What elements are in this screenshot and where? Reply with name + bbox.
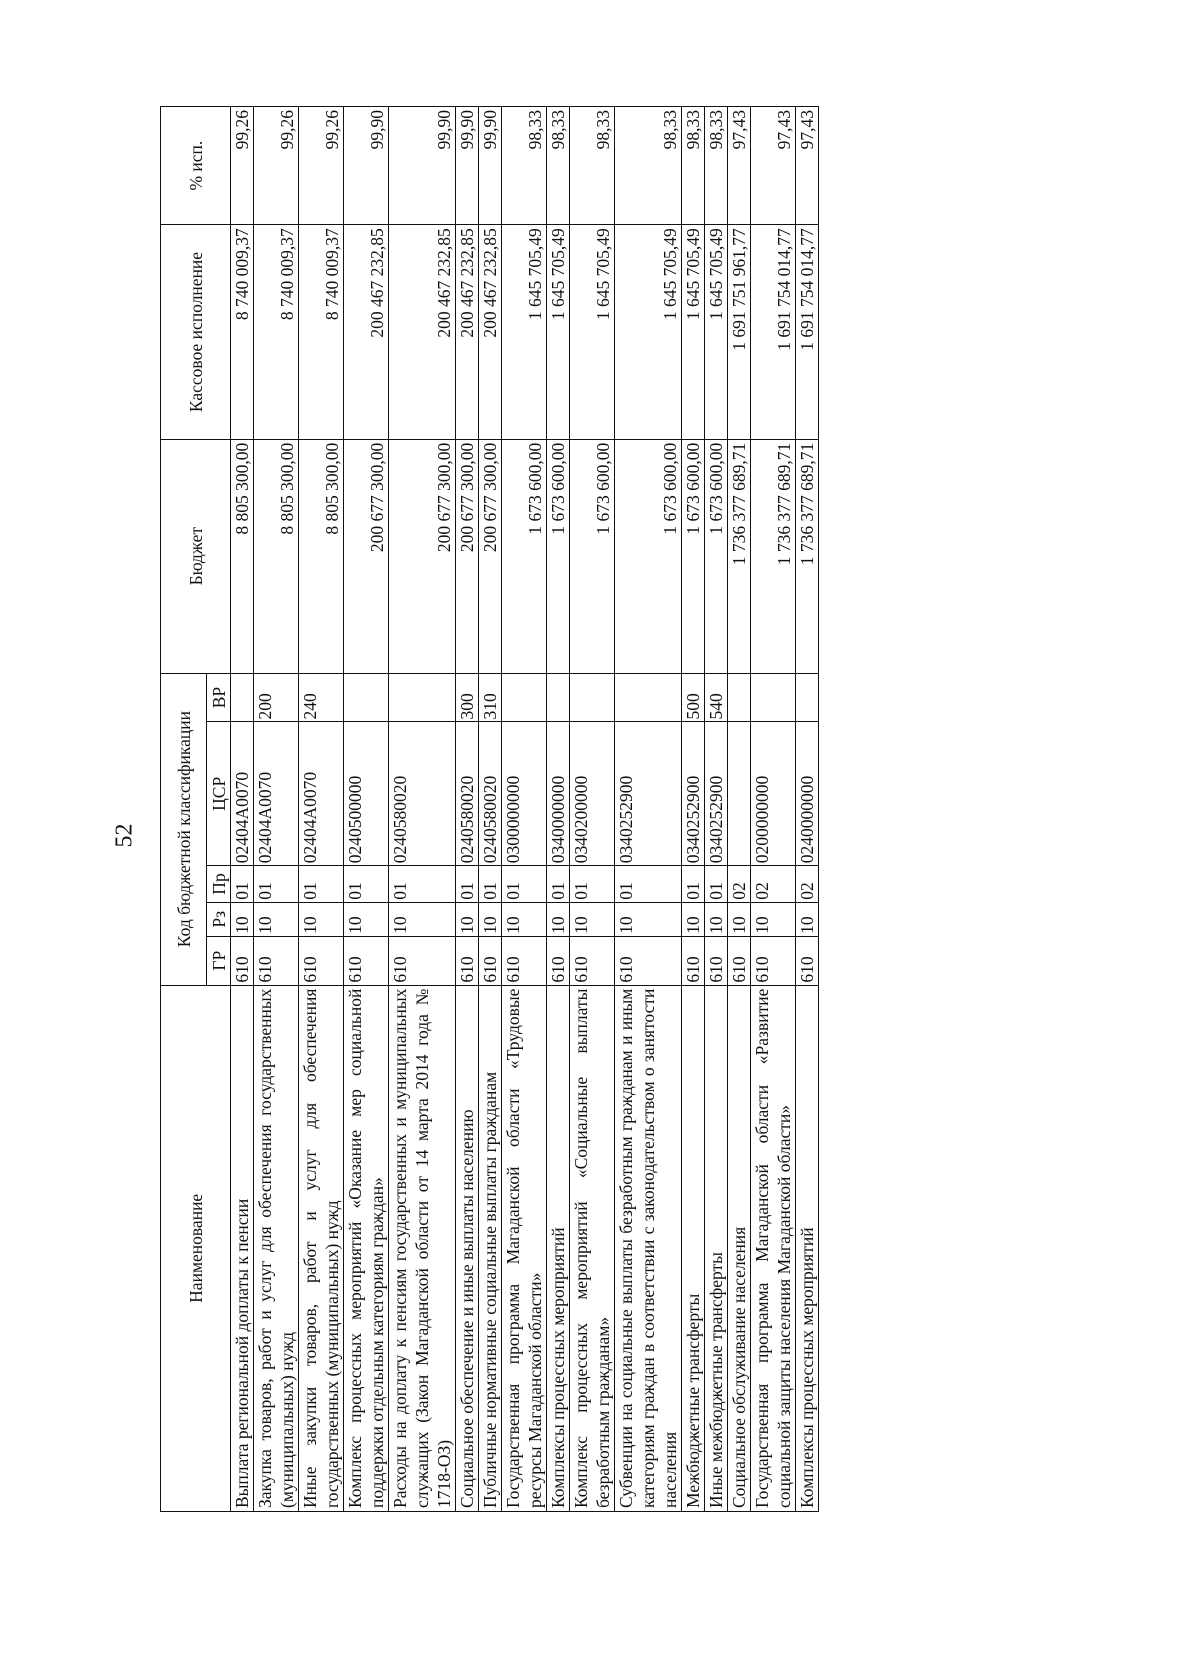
- row-csr: 0240580020: [389, 722, 456, 866]
- page-number: 52: [111, 823, 138, 848]
- header-name: Наименование: [161, 985, 231, 1511]
- row-gr: 610: [796, 936, 819, 985]
- row-pr: 01: [705, 866, 728, 903]
- row-vr: [570, 673, 615, 722]
- table-body: [231, 107, 819, 1512]
- row-pct: 99,90: [389, 107, 456, 225]
- row-rz: 10: [254, 902, 299, 936]
- row-rz: 10: [389, 902, 456, 936]
- table-row: [751, 107, 796, 1512]
- row-gr: 610: [728, 936, 751, 985]
- row-budget: 8 805 300,00: [299, 439, 344, 673]
- row-budget: 1 736 377 689,71: [728, 439, 751, 673]
- row-rz: 10: [682, 902, 705, 936]
- row-pct: 99,26: [254, 107, 299, 225]
- row-budget: 1 673 600,00: [570, 439, 615, 673]
- row-pct: 97,43: [751, 107, 796, 225]
- row-cash: 8 740 009,37: [299, 225, 344, 439]
- row-csr: 0300000000: [502, 722, 547, 866]
- row-name: Иные межбюджетные трансферты: [705, 985, 728, 1511]
- row-gr: 610: [502, 936, 547, 985]
- row-name: Иные закупки товаров, работ и услуг для обеспечения государственных (муниципальных) нужд: [299, 985, 344, 1511]
- row-gr: 610: [456, 936, 479, 985]
- row-name: Расходы на доплату к пенсиям государственных и муниципальных служащих (Закон Магаданской области от 14 марта 2014 года № 1718-ОЗ): [389, 985, 456, 1511]
- row-gr: 610: [389, 936, 456, 985]
- row-name: Социальное обслуживание населения: [728, 985, 751, 1511]
- header-csr: ЦСР: [207, 722, 231, 866]
- row-gr: 610: [547, 936, 570, 985]
- row-csr: 0340252900: [682, 722, 705, 866]
- row-cash: 1 645 705,49: [705, 225, 728, 439]
- row-csr: 0240580020: [456, 722, 479, 866]
- row-pr: 01: [615, 866, 682, 903]
- row-name: Публичные нормативные социальные выплаты гражданам: [479, 985, 502, 1511]
- row-rz: 10: [705, 902, 728, 936]
- table-row: [231, 107, 254, 1512]
- row-cash: 1 645 705,49: [570, 225, 615, 439]
- row-vr: [547, 673, 570, 722]
- row-budget: 1 673 600,00: [547, 439, 570, 673]
- row-budget: 200 677 300,00: [344, 439, 389, 673]
- table-row: [570, 107, 615, 1512]
- table-row: [479, 107, 502, 1512]
- row-pr: 02: [796, 866, 819, 903]
- row-budget: 200 677 300,00: [456, 439, 479, 673]
- row-vr: [344, 673, 389, 722]
- row-cash: 1 645 705,49: [502, 225, 547, 439]
- row-cash: 200 467 232,85: [389, 225, 456, 439]
- row-name: Комплексы процессных мероприятий: [547, 985, 570, 1511]
- row-budget: 1 673 600,00: [682, 439, 705, 673]
- row-name: Государственная программа Магаданской области «Развитие социальной защиты населения Магаданской области»: [751, 985, 796, 1511]
- row-cash: 8 740 009,37: [231, 225, 254, 439]
- row-budget: 1 673 600,00: [502, 439, 547, 673]
- row-rz: 10: [751, 902, 796, 936]
- row-gr: 610: [479, 936, 502, 985]
- row-pct: 97,43: [728, 107, 751, 225]
- row-cash: 1 691 751 961,77: [728, 225, 751, 439]
- row-cash: 1 691 754 014,77: [796, 225, 819, 439]
- row-csr: 0200000000: [751, 722, 796, 866]
- row-name: Социальное обеспечение и иные выплаты населению: [456, 985, 479, 1511]
- row-rz: 10: [502, 902, 547, 936]
- row-pct: 98,33: [570, 107, 615, 225]
- row-gr: 610: [344, 936, 389, 985]
- row-vr: 200: [254, 673, 299, 722]
- row-vr: [231, 673, 254, 722]
- header-cash: Кассовое исполнение: [161, 225, 231, 439]
- row-vr: 500: [682, 673, 705, 722]
- row-cash: 200 467 232,85: [344, 225, 389, 439]
- row-pr: 01: [254, 866, 299, 903]
- row-vr: 240: [299, 673, 344, 722]
- row-pr: 02: [751, 866, 796, 903]
- row-pct: 98,33: [682, 107, 705, 225]
- row-budget: 1 673 600,00: [705, 439, 728, 673]
- row-name: Комплексы процессных мероприятий: [796, 985, 819, 1511]
- row-vr: [389, 673, 456, 722]
- row-pct: 98,33: [502, 107, 547, 225]
- table-row: [299, 107, 344, 1512]
- header-rz: Рз: [207, 902, 231, 936]
- row-budget: 200 677 300,00: [479, 439, 502, 673]
- row-cash: 1 645 705,49: [547, 225, 570, 439]
- row-rz: 10: [456, 902, 479, 936]
- row-vr: [615, 673, 682, 722]
- row-pr: 01: [502, 866, 547, 903]
- table-row: [456, 107, 479, 1512]
- table-row: [344, 107, 389, 1512]
- row-pr: 01: [547, 866, 570, 903]
- row-name: Субвенции на социальные выплаты безработным гражданам и иным категориям граждан в соответствии с законодательством о занятости населения: [615, 985, 682, 1511]
- row-name: Межбюджетные трансферты: [682, 985, 705, 1511]
- header-pct: % исп.: [161, 107, 231, 225]
- row-pct: 97,43: [796, 107, 819, 225]
- row-vr: 540: [705, 673, 728, 722]
- row-name: Комплекс процессных мероприятий «Оказание мер социальной поддержки отдельным категориям граждан»: [344, 985, 389, 1511]
- row-csr: 02404А0070: [231, 722, 254, 866]
- row-name: Государственная программа Магаданской области «Трудовые ресурсы Магаданской области»: [502, 985, 547, 1511]
- row-cash: 200 467 232,85: [479, 225, 502, 439]
- table-row: [728, 107, 751, 1512]
- row-csr: 02404А0070: [254, 722, 299, 866]
- row-name: Выплата региональной доплаты к пенсии: [231, 985, 254, 1511]
- row-csr: 02404А0070: [299, 722, 344, 866]
- header-budget: Бюджет: [161, 439, 231, 673]
- row-pct: 98,33: [615, 107, 682, 225]
- row-gr: 610: [231, 936, 254, 985]
- row-cash: 1 645 705,49: [615, 225, 682, 439]
- row-rz: 10: [547, 902, 570, 936]
- row-pr: 01: [231, 866, 254, 903]
- row-budget: 1 736 377 689,71: [751, 439, 796, 673]
- row-csr: [728, 722, 751, 866]
- table-row: [615, 107, 682, 1512]
- row-vr: [796, 673, 819, 722]
- row-csr: 0340200000: [570, 722, 615, 866]
- table-row: [682, 107, 705, 1512]
- row-pct: 99,26: [231, 107, 254, 225]
- row-pr: 01: [479, 866, 502, 903]
- row-pct: 99,90: [456, 107, 479, 225]
- row-cash: 8 740 009,37: [254, 225, 299, 439]
- row-budget: 1 673 600,00: [615, 439, 682, 673]
- row-vr: 300: [456, 673, 479, 722]
- table-row: [547, 107, 570, 1512]
- row-cash: 200 467 232,85: [456, 225, 479, 439]
- row-gr: 610: [299, 936, 344, 985]
- row-csr: 0240000000: [796, 722, 819, 866]
- row-rz: 10: [344, 902, 389, 936]
- row-gr: 610: [254, 936, 299, 985]
- row-budget: 8 805 300,00: [254, 439, 299, 673]
- row-pr: 01: [299, 866, 344, 903]
- row-csr: 0340000000: [547, 722, 570, 866]
- row-rz: 10: [479, 902, 502, 936]
- row-csr: 0340252900: [705, 722, 728, 866]
- row-rz: 10: [570, 902, 615, 936]
- row-gr: 610: [751, 936, 796, 985]
- row-gr: 610: [615, 936, 682, 985]
- row-pct: 99,90: [479, 107, 502, 225]
- row-pct: 98,33: [547, 107, 570, 225]
- row-pct: 98,33: [705, 107, 728, 225]
- row-gr: 610: [705, 936, 728, 985]
- row-csr: 0340252900: [615, 722, 682, 866]
- header-vr: ВР: [207, 673, 231, 722]
- row-gr: 610: [570, 936, 615, 985]
- budget-table: [160, 106, 819, 1512]
- row-pr: 01: [389, 866, 456, 903]
- row-rz: 10: [615, 902, 682, 936]
- row-rz: 10: [796, 902, 819, 936]
- row-csr: 0240580020: [479, 722, 502, 866]
- header-gr: ГР: [207, 936, 231, 985]
- row-name: Закупка товаров, работ и услуг для обеспечения государственных (муниципальных) нужд: [254, 985, 299, 1511]
- table-row: [389, 107, 456, 1512]
- row-vr: [751, 673, 796, 722]
- row-pr: 02: [728, 866, 751, 903]
- row-pr: 01: [682, 866, 705, 903]
- row-cash: 1 645 705,49: [682, 225, 705, 439]
- row-name: Комплекс процессных мероприятий «Социальные выплаты безработным гражданам»: [570, 985, 615, 1511]
- row-rz: 10: [299, 902, 344, 936]
- table-row: [796, 107, 819, 1512]
- table-row: [254, 107, 299, 1512]
- row-cash: 1 691 754 014,77: [751, 225, 796, 439]
- row-vr: [728, 673, 751, 722]
- row-pct: 99,90: [344, 107, 389, 225]
- table-row: [502, 107, 547, 1512]
- row-budget: 200 677 300,00: [389, 439, 456, 673]
- row-pr: 01: [456, 866, 479, 903]
- row-budget: 1 736 377 689,71: [796, 439, 819, 673]
- row-csr: 0240500000: [344, 722, 389, 866]
- row-pr: 01: [344, 866, 389, 903]
- row-pr: 01: [570, 866, 615, 903]
- row-rz: 10: [728, 902, 751, 936]
- header-pr: Пр: [207, 866, 231, 903]
- table-row: [705, 107, 728, 1512]
- row-vr: 310: [479, 673, 502, 722]
- row-gr: 610: [682, 936, 705, 985]
- row-rz: 10: [231, 902, 254, 936]
- row-vr: [502, 673, 547, 722]
- row-pct: 99,26: [299, 107, 344, 225]
- row-budget: 8 805 300,00: [231, 439, 254, 673]
- rotated-page: [160, 106, 1020, 1512]
- header-code-group: Код бюджетной классификации: [161, 673, 207, 985]
